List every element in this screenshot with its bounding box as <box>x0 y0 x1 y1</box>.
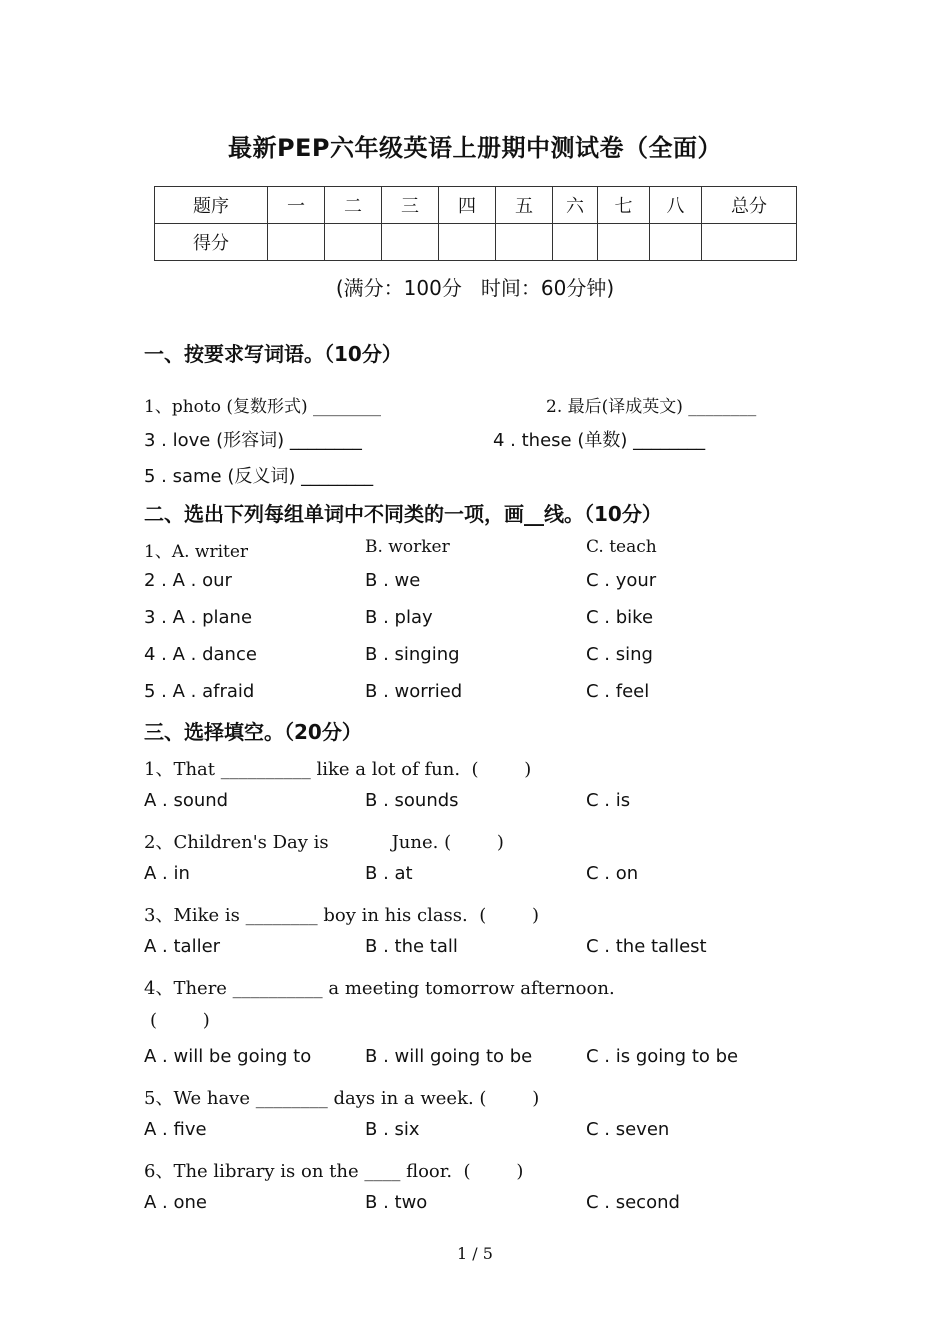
score-cell[interactable] <box>702 224 797 261</box>
section2-row-4-a: 4 . A . dance <box>144 644 257 665</box>
section2-row-5-c: C . feel <box>586 681 650 702</box>
section3-q1-stem: 1、That __________ like a lot of fun. ( ) <box>144 759 532 780</box>
section1-question-1: 1、photo (复数形式) ________ <box>144 397 382 417</box>
section3-q2-option-b: B . at <box>365 863 413 884</box>
score-table-header-row <box>155 187 797 224</box>
section3-q4-option-b: B . will going to be <box>365 1046 533 1067</box>
section3-q5-option-b: B . six <box>365 1119 420 1140</box>
section2-row-5-a: 5 . A . afraid <box>144 681 255 702</box>
header-cell: 三 <box>382 187 439 224</box>
section2-heading: 二、选出下列每组单词中不同类的一项，画__线。（10分） <box>144 502 662 526</box>
header-cell: 四 <box>439 187 496 224</box>
section3-q3-stem: 3、Mike is ________ boy in his class. ( ) <box>144 905 540 926</box>
section2-row-5-b: B . worried <box>365 681 463 702</box>
section2-row-4-b: B . singing <box>365 644 460 665</box>
section3-q6-option-b: B . two <box>365 1192 428 1213</box>
section3-q6-option-a: A . one <box>144 1192 207 1213</box>
section3-q3-option-c: C . the tallest <box>586 936 707 957</box>
section2-row-2-c: C . your <box>586 570 657 591</box>
section2-row-3-b: B . play <box>365 607 433 628</box>
section3-heading: 三、选择填空。（20分） <box>144 720 362 744</box>
section1-question-3: 3 . love (形容词) ________ <box>144 430 362 451</box>
score-cell[interactable] <box>268 224 325 261</box>
score-cell[interactable] <box>650 224 702 261</box>
section3-q2-stem: 2、Children's Day is June. ( ) <box>144 832 504 853</box>
score-cell[interactable] <box>382 224 439 261</box>
score-cell[interactable] <box>598 224 650 261</box>
header-cell: 六 <box>553 187 598 224</box>
header-cell: 一 <box>268 187 325 224</box>
section2-row-2-b: B . we <box>365 570 421 591</box>
header-cell: 题序 <box>155 187 268 224</box>
section3-q4-answer-bracket: ( ) <box>150 1010 210 1031</box>
exam-meta: (满分：100分 时间：60分钟) <box>335 276 615 300</box>
header-cell: 总分 <box>702 187 797 224</box>
section3-q1-option-a: A . sound <box>144 790 229 811</box>
section3-q3-option-b: B . the tall <box>365 936 458 957</box>
section3-q1-option-c: C . is <box>586 790 631 811</box>
row-label-cell: 得分 <box>155 224 268 261</box>
header-cell: 八 <box>650 187 702 224</box>
page-title: 最新PEP六年级英语上册期中测试卷（全面） <box>227 134 723 162</box>
score-cell[interactable] <box>553 224 598 261</box>
section2-row-4-c: C . sing <box>586 644 653 665</box>
score-cell[interactable] <box>325 224 382 261</box>
section2-row-1-b: B. worker <box>365 537 450 557</box>
section3-q2-option-c: C . on <box>586 863 639 884</box>
score-cell[interactable] <box>496 224 553 261</box>
section1-question-5: 5 . same (反义词) ________ <box>144 466 374 487</box>
section1-question-2: 2. 最后(译成英文) ________ <box>546 397 757 417</box>
score-table-score-row <box>155 224 797 261</box>
section3-q4-stem: 4、There __________ a meeting tomorrow afternoon. <box>144 978 615 999</box>
section2-row-2-a: 2 . A . our <box>144 570 232 591</box>
section2-row-3-a: 3 . A . plane <box>144 607 253 628</box>
header-cell: 二 <box>325 187 382 224</box>
header-cell: 七 <box>598 187 650 224</box>
section3-q6-stem: 6、The library is on the ____ floor. ( ) <box>144 1161 524 1182</box>
section3-q3-option-a: A . taller <box>144 936 221 957</box>
section2-row-1-a: 1、A. writer <box>144 542 249 562</box>
section3-q4-option-c: C . is going to be <box>586 1046 739 1067</box>
header-cell: 五 <box>496 187 553 224</box>
page-number: 1 / 5 <box>457 1244 493 1263</box>
section3-q6-option-c: C . second <box>586 1192 680 1213</box>
score-cell[interactable] <box>439 224 496 261</box>
section3-q4-option-a: A . will be going to <box>144 1046 312 1067</box>
section2-row-1-c: C. teach <box>586 537 657 557</box>
section2-row-3-c: C . bike <box>586 607 654 628</box>
section3-q5-option-a: A . five <box>144 1119 207 1140</box>
section3-q5-stem: 5、We have ________ days in a week. ( ) <box>144 1088 540 1109</box>
section3-q2-option-a: A . in <box>144 863 190 884</box>
score-table <box>154 186 797 261</box>
section3-q5-option-c: C . seven <box>586 1119 670 1140</box>
section1-question-4: 4 . these (单数) ________ <box>493 430 706 451</box>
section3-q1-option-b: B . sounds <box>365 790 459 811</box>
section1-heading: 一、按要求写词语。（10分） <box>144 342 402 366</box>
